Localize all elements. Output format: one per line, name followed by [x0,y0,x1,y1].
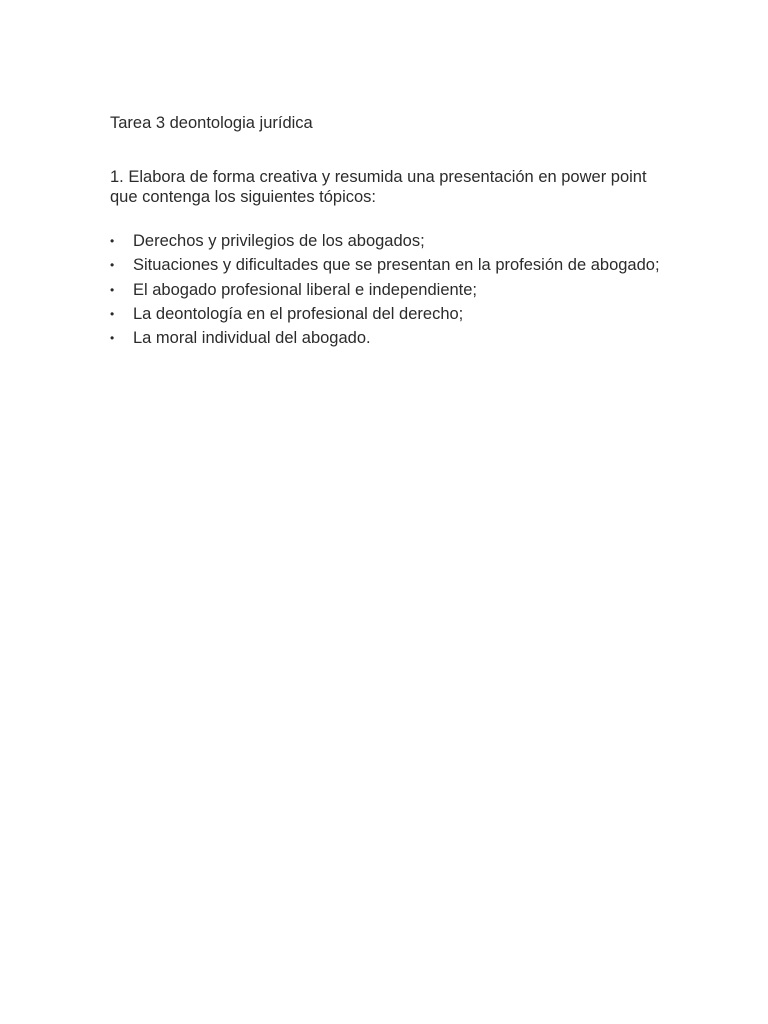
list-item-text: La moral individual del abogado. [133,329,371,348]
instruction-paragraph: 1. Elabora de forma creativa y resumida una presentación en power point que contenga los siguientes tópicos: [110,168,647,206]
list-item [110,278,670,302]
list-item [110,253,670,277]
bullet-icon: • [110,258,115,273]
bullet-icon: • [110,331,115,346]
list-item-text: La deontología en el profesional del derecho; [133,304,464,323]
list-item-text: El abogado profesional liberal e independiente; [133,280,478,299]
list-item [110,302,670,326]
bullet-icon: • [110,306,115,321]
bullet-icon: • [110,282,115,297]
list-item [110,326,670,350]
list-item-text: Derechos y privilegios de los abogados; [133,232,425,250]
list-item [110,229,670,253]
topic-list [110,229,670,350]
list-item-text: Situaciones y dificultades que se presentan en la profesión de abogado; [133,256,660,275]
document-title: Tarea 3 deontologia jurídica [110,114,313,132]
bullet-icon: • [110,234,115,248]
